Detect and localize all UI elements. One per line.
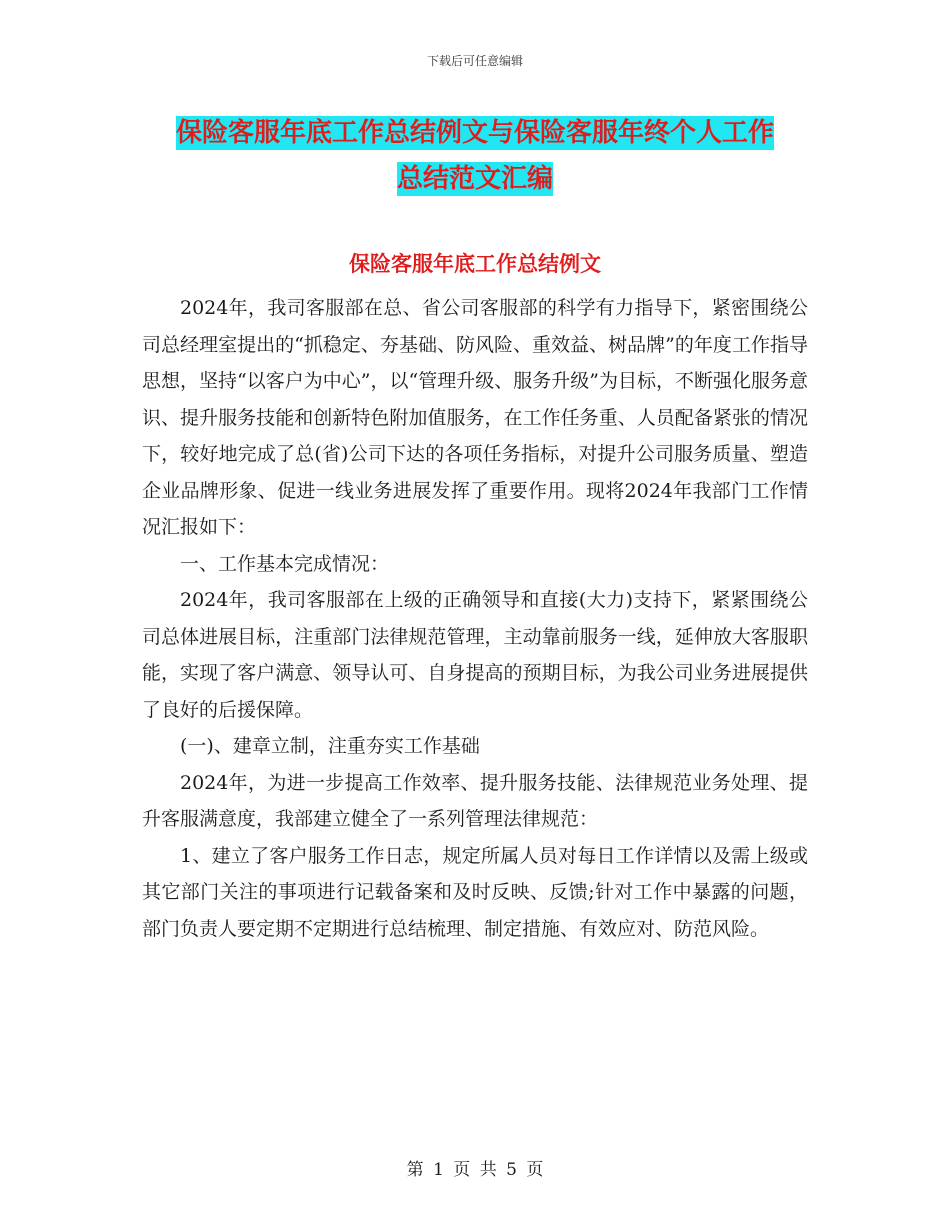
title-line-2: 总结范文汇编 <box>396 164 553 194</box>
paragraph-regulations: 2024年，为进一步提高工作效率、提升服务技能、法律规范业务处理、提升客服满意度，我部建立健全了一系列管理法律规范： <box>142 771 808 830</box>
heading-regulations: (一)、建章立制，注重夯实工作基础 <box>180 735 480 757</box>
paragraph-intro: 2024年，我司客服部在总、省公司客服部的科学有力指导下，紧密围绕公司总经理室提出的“抓稳定、夯基础、防风险、重效益、树品牌”的年度工作指导思想，坚持“以客户为中心”，以“管理升级、服务升级”为目标，不断强化服务意识、提升服务技能和创新特色附加值服务，在工作任务重、人员配备紧张的情况下，较好地完成了总(省)公司下达的各项任务指标，对提升公司服务质量、塑造企业品牌形象、促进一线业务进展发挥了重要作用。现将2024年我部门工作情况汇报如下： <box>142 297 808 538</box>
paragraph-work-summary: 2024年，我司客服部在上级的正确领导和直接(大力)支持下，紧紧围绕公司总体进展目标，注重部门法律规范管理，主动靠前服务一线，延伸放大客服职能，实现了客户满意、领导认可、自身提高的预期目标，为我公司业务进展提供了良好的后援保障。 <box>142 589 808 721</box>
document-title <box>140 110 810 202</box>
page-footer: 第 1 页 共 5 页 <box>406 1160 544 1180</box>
header-note: 下载后可任意编辑 <box>426 54 523 68</box>
section-title: 保险客服年底工作总结例文 <box>349 252 601 276</box>
heading-work-completion: 一、工作基本完成情况： <box>180 552 390 575</box>
title-line-1: 保险客服年底工作总结例文与保险客服年终个人工作 <box>175 118 774 148</box>
paragraph-item-1: 1、建立了客户服务工作日志，规定所属人员对每日工作详情以及需上级或其它部门关注的事项进行记载备案和及时反映、反馈;针对工作中暴露的问题，部门负责人要定期不定期进行总结梳理、制定措施、有效应对、防范风险。 <box>142 844 808 940</box>
body-text <box>142 290 808 947</box>
